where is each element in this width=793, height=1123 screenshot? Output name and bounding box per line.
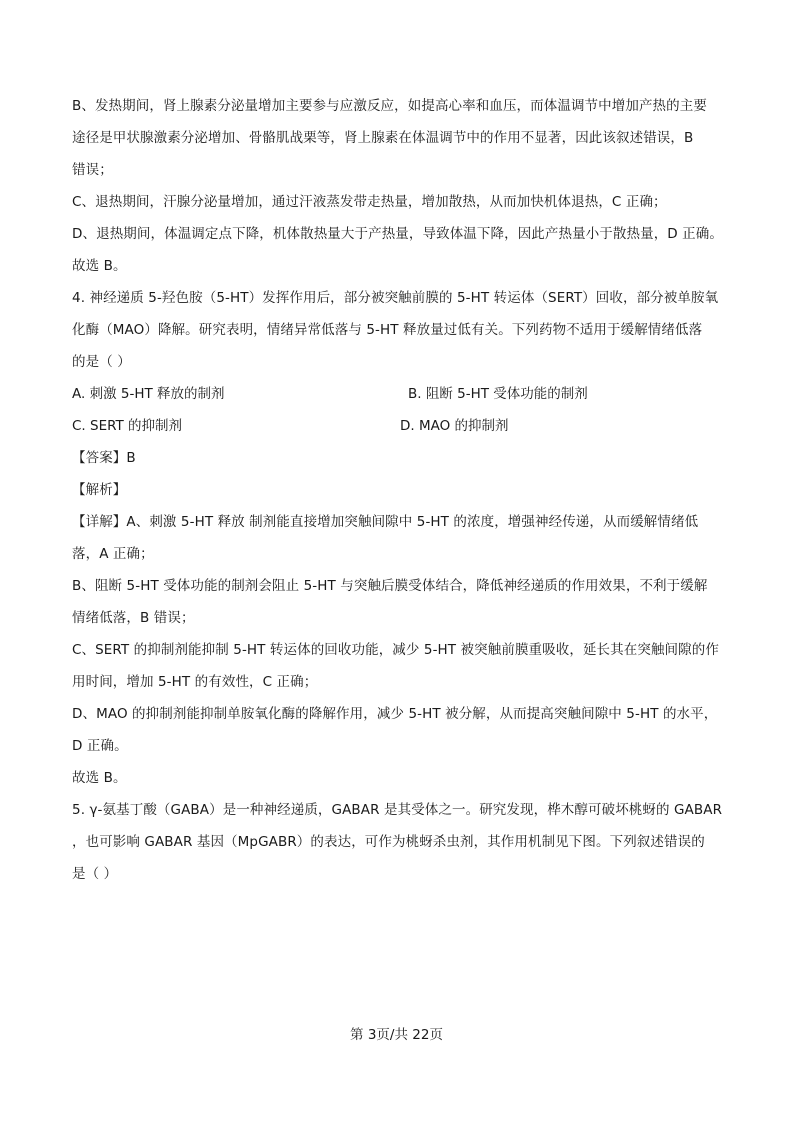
q4-option-b: B. 阻断 5-HT 受体功能的制剂 — [408, 386, 588, 402]
q4-stem-line-2: 化酶（MAO）降解。研究表明，情绪异常低落与 5-HT 释放量过低有关。下列药物不适用于缓解情绪低落 — [72, 322, 703, 338]
prev-option-c-line-1: C、退热期间，汗腺分泌量增加，通过汗液蒸发带走热量，增加散热，从而加快机体退热，C 正确； — [72, 194, 667, 210]
q4-option-d-analysis-line-1: D、MAO 的抑制剂能抑制单胺氧化酶的降解作用，减少 5-HT 被分解，从而提高突触间隙中 5-HT 的水平， — [72, 706, 718, 722]
page-footer: 第 3页/共 22页 — [350, 1027, 443, 1043]
q4-stem-line-1: 4. 神经递质 5-羟色胺（5-HT）发挥作用后，部分被突触前膜的 5-HT 转运体（SERT）回收，部分被单胺氧 — [72, 290, 719, 306]
q4-option-c-analysis-line-2: 用时间，增加 5-HT 的有效性，C 正确； — [72, 674, 318, 690]
q4-conclusion: 故选 B。 — [72, 770, 127, 786]
q4-option-b-analysis-line-1: B、阻断 5-HT 受体功能的制剂会阻止 5-HT 与突触后膜受体结合，降低神经递质的作用效果，不利于缓解 — [72, 578, 708, 594]
q5-stem-line-2: ，也可影响 GABAR 基因（MpGABR）的表达，可作为桃蚜杀虫剂，其作用机制见下图。下列叙述错误的 — [72, 834, 705, 850]
q5-stem-line-1: 5. γ-氨基丁酸（GABA）是一种神经递质，GABAR 是其受体之一。研究发现，桦木醇可破坏桃蚜的 GABAR — [72, 802, 723, 818]
q4-option-c: C. SERT 的抑制剂 — [72, 418, 183, 434]
prev-option-b-line-1: B、发热期间，肾上腺素分泌量增加主要参与应激反应，如提高心率和血压，而体温调节中增加产热的主要 — [72, 98, 707, 114]
q4-option-d: D. MAO 的抑制剂 — [400, 418, 509, 434]
q4-analysis-tag: 【解析】 — [72, 482, 127, 498]
q4-option-c-analysis-line-1: C、SERT 的抑制剂能抑制 5-HT 转运体的回收功能，减少 5-HT 被突触前膜重吸收，延长其在突触间隙的作 — [72, 642, 719, 658]
q4-stem-line-3: 的是（ ） — [72, 354, 131, 370]
q4-answer-tag: 【答案】B — [72, 450, 136, 466]
prev-option-d-line-1: D、退热期间，体温调定点下降，机体散热量大于产热量，导致体温下降，因此产热量小于散热量，D 正确。 — [72, 226, 723, 242]
q4-option-b-analysis-line-2: 情绪低落，B 错误； — [72, 610, 195, 626]
q4-detail-line-1: 【详解】A、刺激 5-HT 释放 制剂能直接增加突触间隙中 5-HT 的浓度，增强神经传递，从而缓解情绪低 — [72, 514, 699, 530]
q4-detail-line-2: 落，A 正确； — [72, 546, 154, 562]
prev-conclusion: 故选 B。 — [72, 258, 127, 274]
q4-option-a: A. 刺激 5-HT 释放的制剂 — [72, 386, 225, 402]
q4-option-d-analysis-line-2: D 正确。 — [72, 738, 128, 754]
q5-stem-line-3: 是（ ） — [72, 866, 118, 882]
prev-option-b-line-2: 途径是甲状腺激素分泌增加、骨骼肌战栗等，肾上腺素在体温调节中的作用不显著，因此该叙述错误，B — [72, 130, 694, 146]
prev-option-b-line-3: 错误； — [72, 162, 113, 178]
